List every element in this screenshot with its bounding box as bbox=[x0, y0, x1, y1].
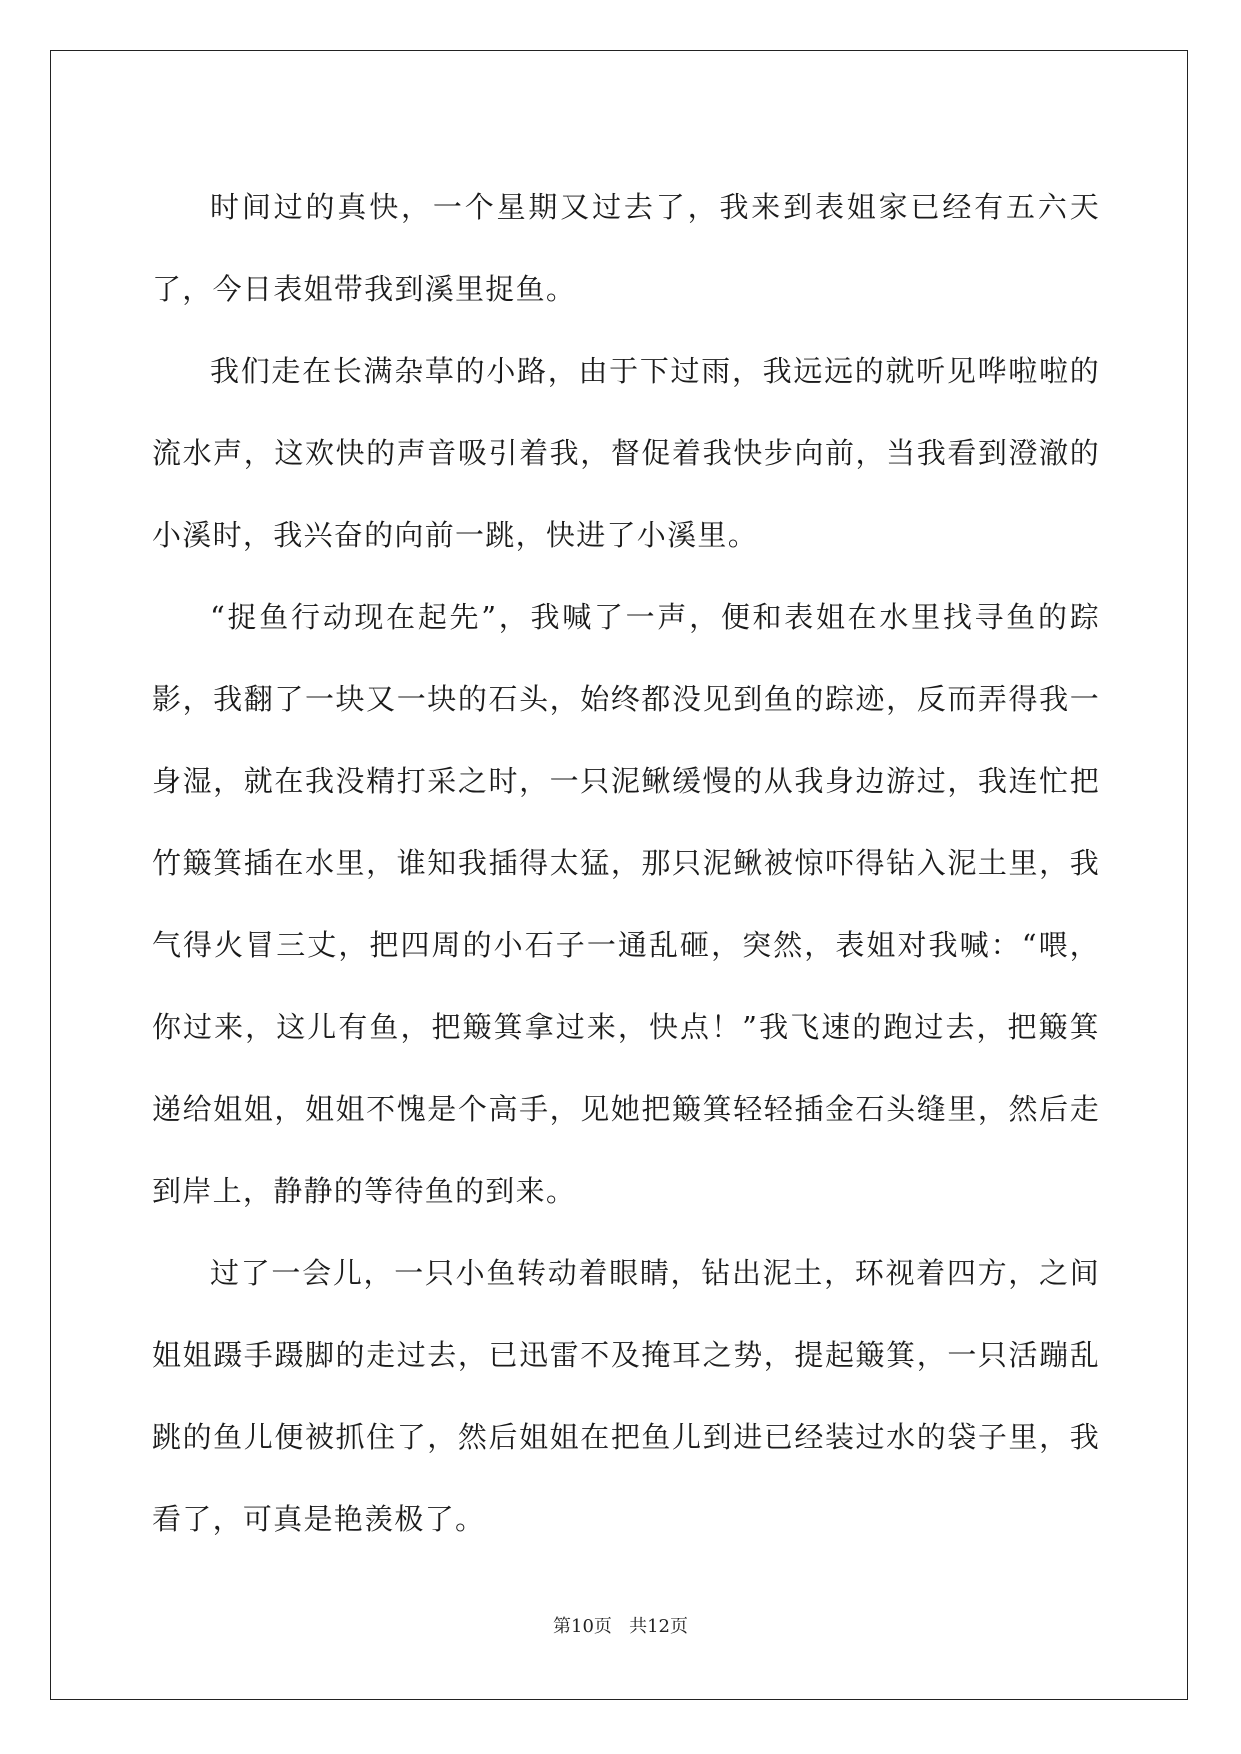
document-body bbox=[152, 166, 1100, 1560]
paragraph-1: 时间过的真快，一个星期又过去了，我来到表姐家已经有五六天了，今日表姐带我到溪里捉鱼。 bbox=[152, 190, 1100, 306]
paragraph-3: “捉鱼行动现在起先”，我喊了一声，便和表姐在水里找寻鱼的踪影，我翻了一块又一块的石头，始终都没见到鱼的踪迹，反而弄得我一身湿，就在我没精打采之时，一只泥鳅缓慢的从我身边游过，我连忙把竹簸箕插在水里，谁知我插得太猛，那只泥鳅被惊吓得钻入泥土里，我气得火冒三丈，把四周的小石子一通乱砸，突然，表姐对我喊：“喂，你过来，这儿有鱼，把簸箕拿过来，快点！”我飞速的跑过去，把簸箕递给姐姐，姐姐不愧是个高手，见她把簸箕轻轻插金石头缝里，然后走到岸上，静静的等待鱼的到来。 bbox=[152, 600, 1100, 1208]
page-footer bbox=[0, 1616, 1241, 1638]
paragraph-2: 我们走在长满杂草的小路，由于下过雨，我远远的就听见哗啦啦的流水声，这欢快的声音吸引着我，督促着我快步向前，当我看到澄澈的小溪时，我兴奋的向前一跳，快进了小溪里。 bbox=[152, 354, 1100, 552]
page-number-label: 第10页 共12页 bbox=[553, 1616, 688, 1637]
paragraph-4: 过了一会儿，一只小鱼转动着眼睛，钻出泥土，环视着四方，之间姐姐蹑手蹑脚的走过去，已迅雷不及掩耳之势，提起簸箕，一只活蹦乱跳的鱼儿便被抓住了，然后姐姐在把鱼儿到进已经装过水的袋子里，我看了，可真是艳羡极了。 bbox=[152, 1256, 1100, 1536]
